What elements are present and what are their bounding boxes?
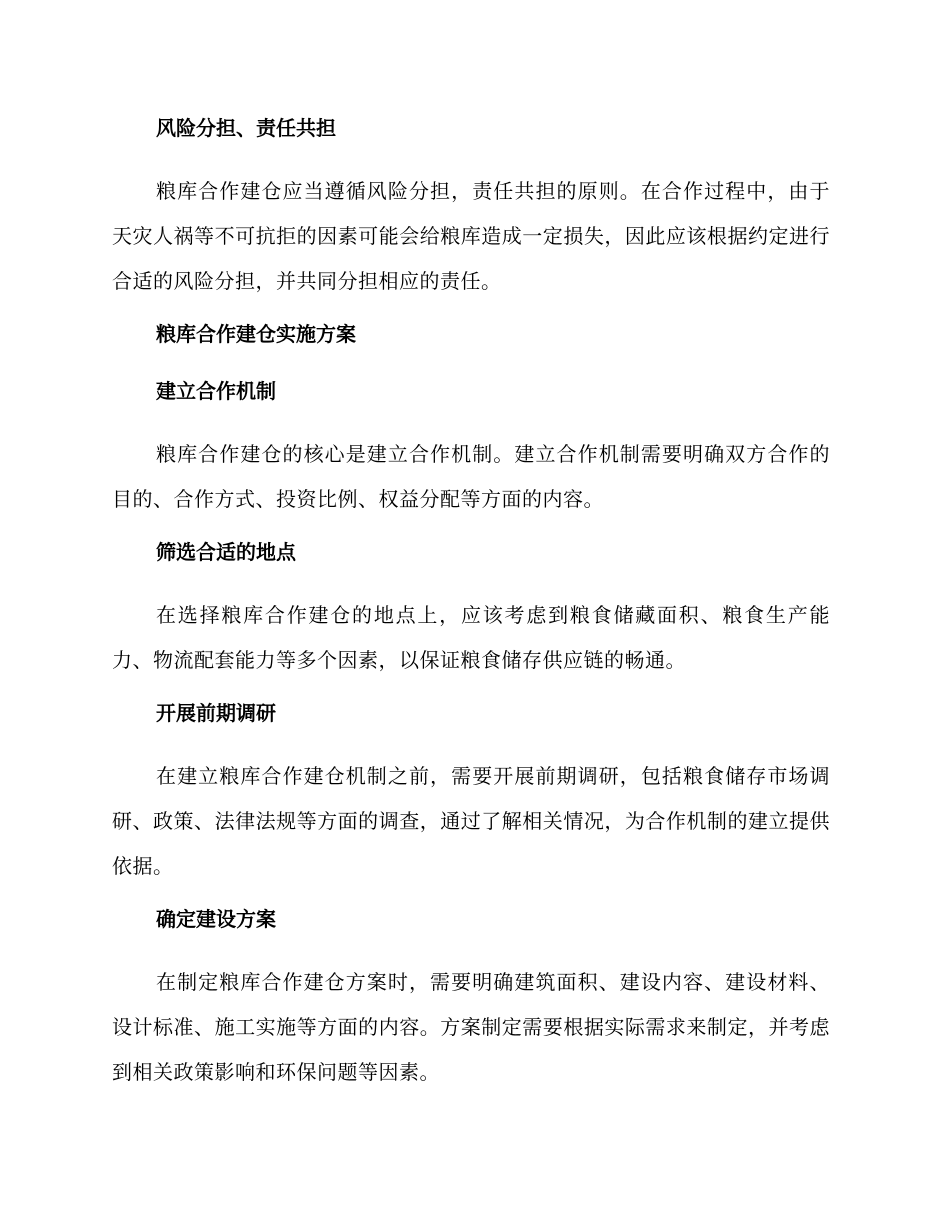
paragraph-cooperation-mechanism: 粮库合作建仓的核心是建立合作机制。建立合作机制需要明确双方合作的目的、合作方式、投资比例、权益分配等方面的内容。 <box>112 442 830 511</box>
paragraph-risk-sharing: 粮库合作建仓应当遵循风险分担，责任共担的原则。在合作过程中，由于天灾人祸等不可抗拒的因素可能会给粮库造成一定损失，因此应该根据约定进行合适的风险分担，并共同分担相应的责任。 <box>112 179 830 293</box>
section-heading-site-selection: 筛选合适的地点 <box>156 540 296 564</box>
paragraph-site-selection: 在选择粮库合作建仓的地点上，应该考虑到粮食储藏面积、粮食生产能力、物流配套能力等多个因素，以保证粮食储存供应链的畅通。 <box>112 603 830 672</box>
section-heading-construction-plan: 确定建设方案 <box>156 907 276 931</box>
document-page <box>112 112 830 1109</box>
paragraph-construction-plan: 在制定粮库合作建仓方案时，需要明确建筑面积、建设内容、建设材料、设计标准、施工实施等方面的内容。方案制定需要根据实际需求来制定，并考虑到相关政策影响和环保问题等因素。 <box>112 970 830 1084</box>
section-heading-cooperation-mechanism: 建立合作机制 <box>156 379 276 403</box>
section-heading-risk-sharing: 风险分担、责任共担 <box>156 116 336 140</box>
paragraph-preliminary-research: 在建立粮库合作建仓机制之前，需要开展前期调研，包括粮食储存市场调研、政策、法律法规等方面的调查，通过了解相关情况，为合作机制的建立提供依据。 <box>112 764 830 878</box>
section-heading-implementation-plan: 粮库合作建仓实施方案 <box>156 322 356 346</box>
section-heading-preliminary-research: 开展前期调研 <box>156 701 276 725</box>
